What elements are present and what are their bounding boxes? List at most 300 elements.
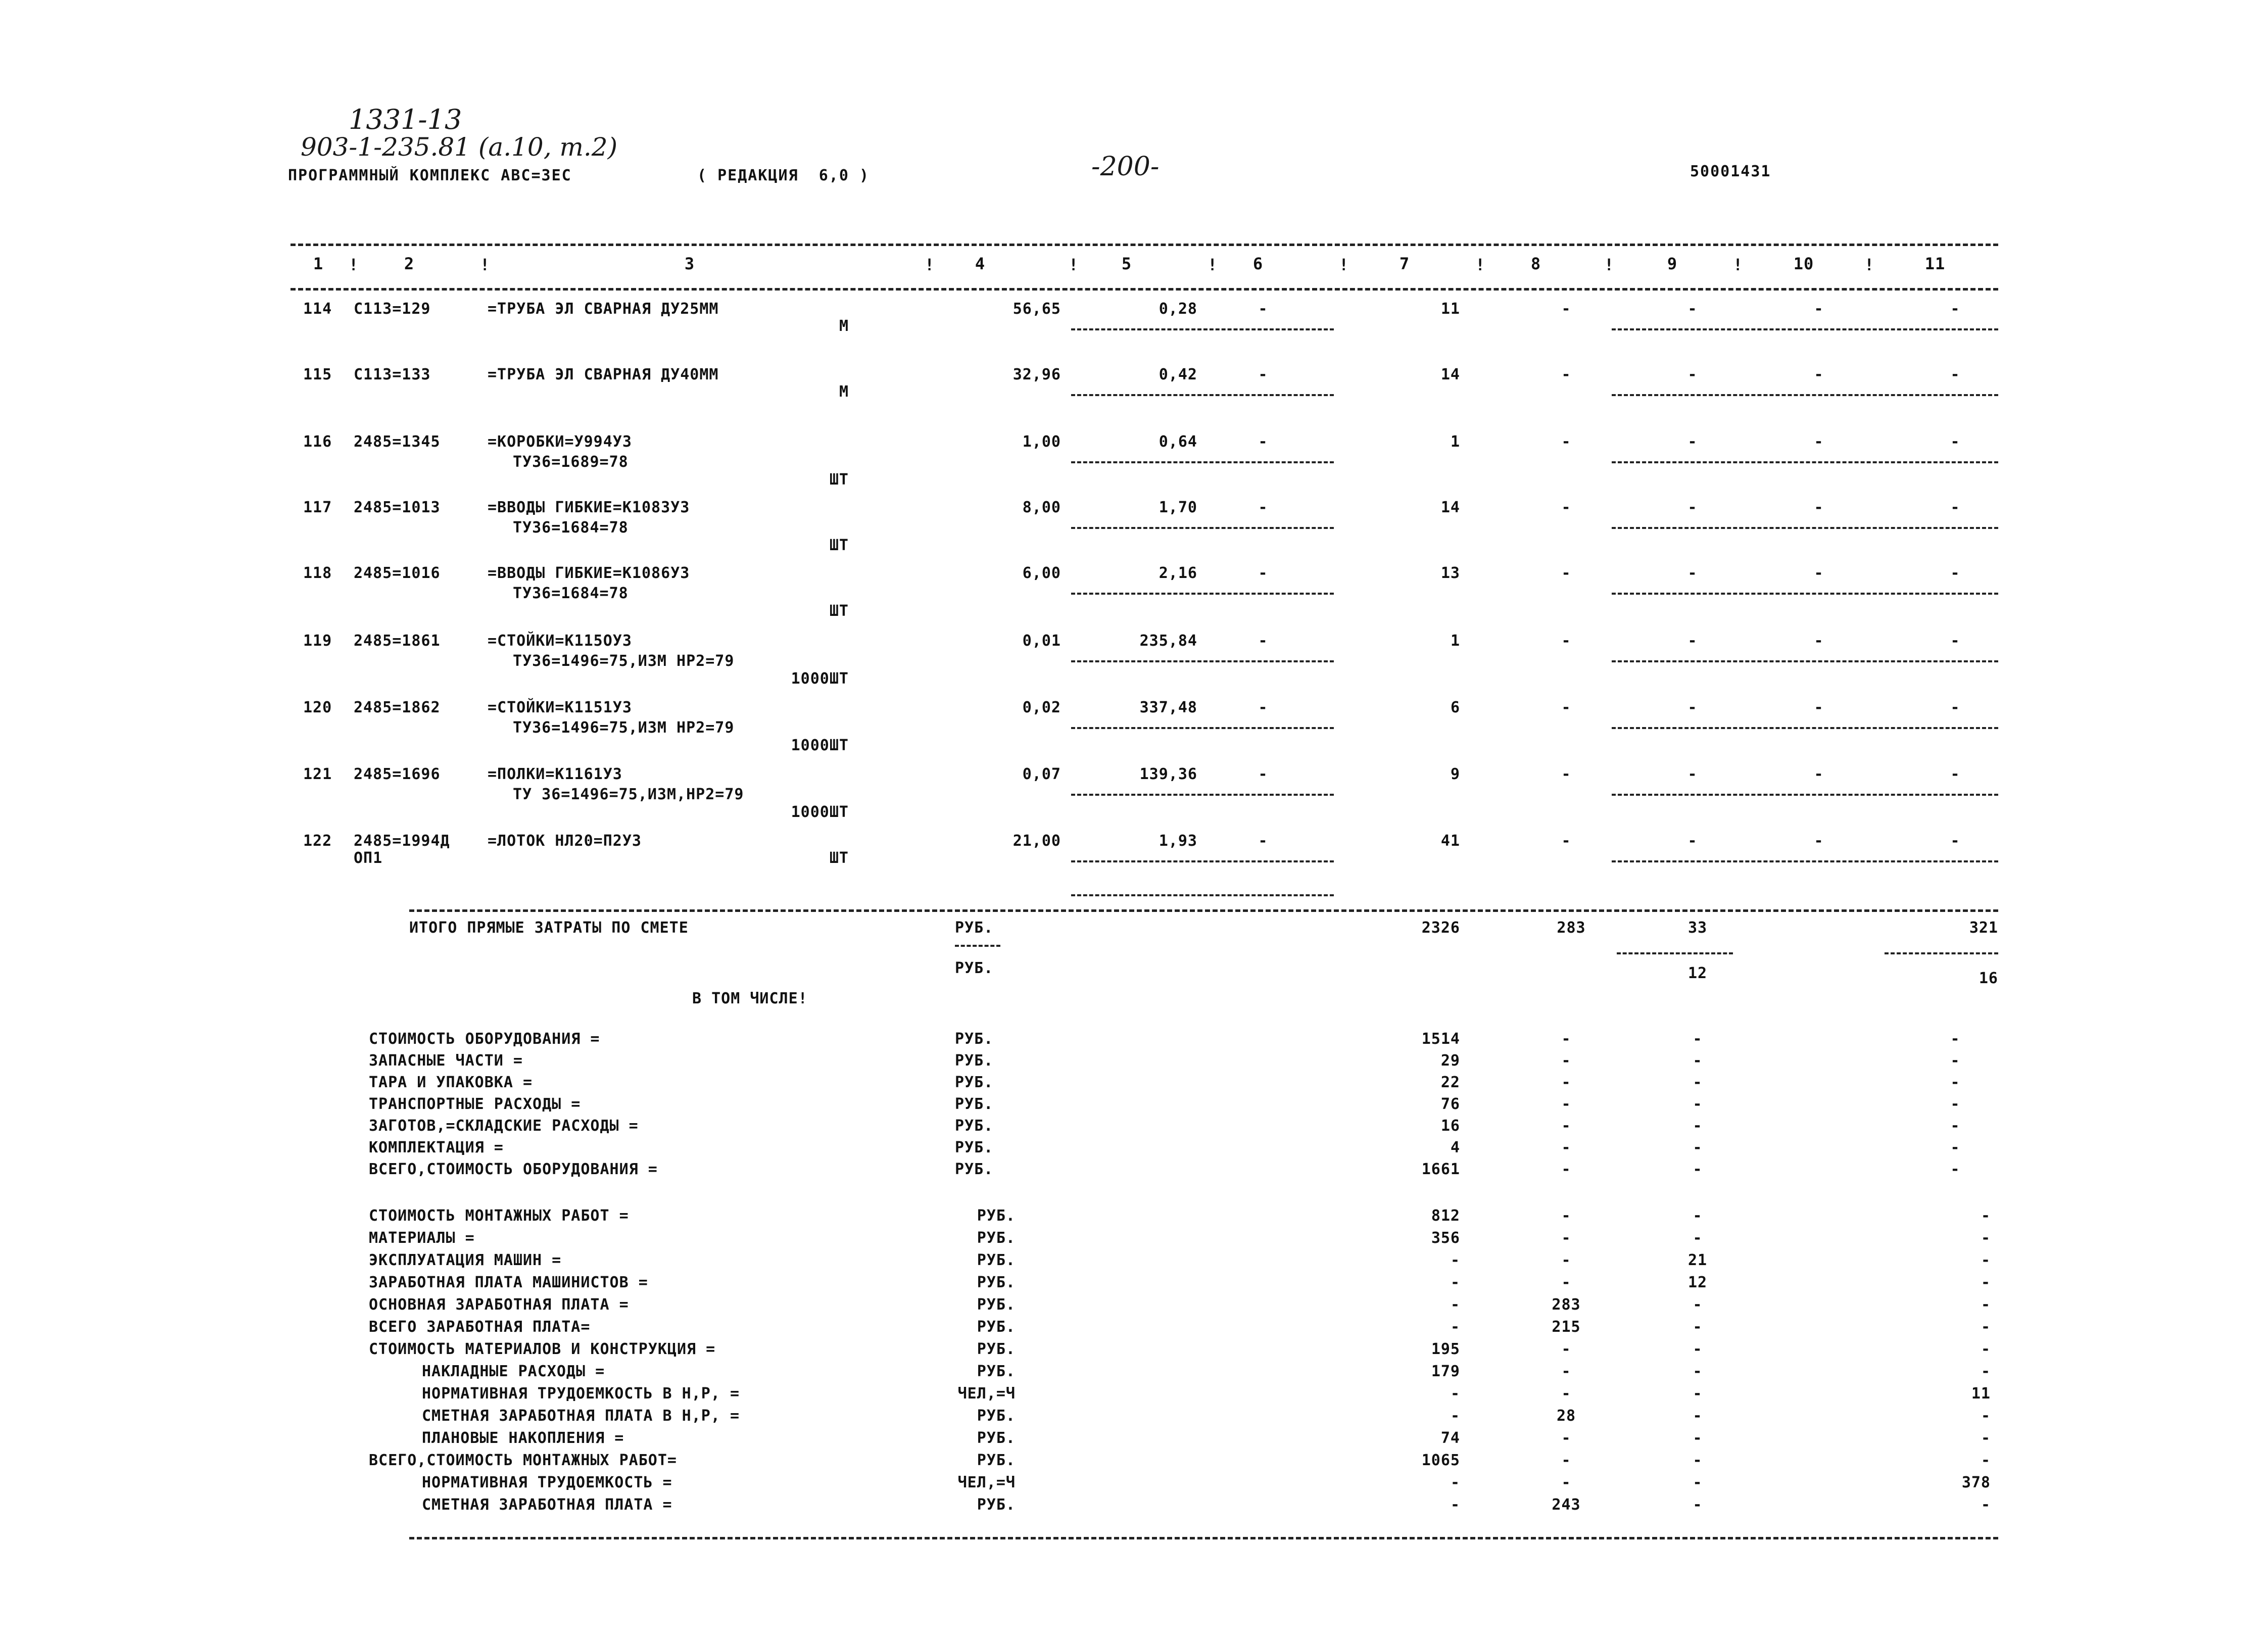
- item-col9: -: [1687, 765, 1698, 783]
- summary-col9: -: [1693, 1052, 1703, 1070]
- summary-col11: -: [1950, 1052, 1960, 1070]
- summary-col9: -: [1693, 1474, 1703, 1491]
- summary-col11: -: [1981, 1429, 1991, 1447]
- item-col10: -: [1814, 433, 1824, 451]
- summary-unit: ЧЕЛ,=Ч: [957, 1385, 1016, 1403]
- item-col9: -: [1687, 433, 1698, 451]
- summary-col7: 4: [1450, 1139, 1460, 1156]
- summary-col9: -: [1693, 1363, 1703, 1380]
- item-right-rule: [1612, 328, 1998, 330]
- item-spec: ТУ36=1496=75,ИЗМ НР2=79: [513, 719, 735, 737]
- item-col6: -: [1258, 564, 1268, 582]
- item-col9: -: [1687, 300, 1698, 318]
- item-col6: -: [1258, 499, 1268, 516]
- item-col11: -: [1950, 765, 1960, 783]
- column-separator: !: [1069, 255, 1079, 274]
- summary-unit: РУБ.: [977, 1363, 1016, 1380]
- totals-unit-rule: [955, 945, 1000, 947]
- item-col6: -: [1258, 765, 1268, 783]
- item-quantity: 8,00: [1022, 499, 1061, 516]
- item-col9: -: [1687, 699, 1698, 716]
- summary-unit: РУБ.: [977, 1296, 1016, 1314]
- item-name: =КОРОБКИ=У994У3: [488, 433, 632, 451]
- summary-label: СТОИМОСТЬ МОНТАЖНЫХ РАБОТ =: [369, 1207, 629, 1225]
- handwritten-page-number: -200-: [1091, 152, 1160, 182]
- summary-col11: -: [1950, 1074, 1960, 1091]
- summary-unit: РУБ.: [977, 1496, 1016, 1514]
- column-header-7: 7: [1399, 254, 1410, 273]
- summary-col8: 283: [1552, 1296, 1581, 1314]
- summary-col11: -: [1981, 1340, 1991, 1358]
- item-right-rule: [1612, 660, 1998, 662]
- document-code: 50001431: [1690, 163, 1771, 180]
- item-right-rule: [1612, 527, 1998, 529]
- summary-col11: -: [1950, 1139, 1960, 1156]
- item-code: 2485=1016: [354, 564, 441, 582]
- item-price-rule-last: [1071, 894, 1334, 896]
- summary-col8: -: [1561, 1251, 1571, 1269]
- summary-col9: -: [1693, 1207, 1703, 1225]
- column-header-6: 6: [1252, 254, 1264, 273]
- item-name: =ЛОТОК НЛ20=П2У3: [488, 832, 642, 850]
- column-header-9: 9: [1667, 254, 1678, 273]
- item-col10: -: [1814, 366, 1824, 383]
- column-header-1: 1: [313, 254, 324, 273]
- item-right-rule: [1612, 593, 1998, 595]
- summary-col7: 16: [1440, 1117, 1460, 1135]
- summary-col9: -: [1693, 1161, 1703, 1178]
- item-total: 6: [1450, 699, 1460, 716]
- item-col11: -: [1950, 564, 1960, 582]
- summary-col7: 195: [1431, 1340, 1460, 1358]
- summary-col7: 356: [1431, 1229, 1460, 1247]
- item-unit: ШТ: [829, 471, 849, 489]
- column-separator: !: [1864, 255, 1874, 274]
- summary-unit: РУБ.: [977, 1340, 1016, 1358]
- item-col6: -: [1258, 300, 1268, 318]
- item-name: =ТРУБА ЭЛ СВАРНАЯ ДУ25ММ: [488, 300, 719, 318]
- summary-col7: 76: [1440, 1095, 1460, 1113]
- item-unit-price: 1,70: [1159, 499, 1197, 516]
- item-name: =ВВОДЫ ГИБКИЕ=К1086У3: [488, 564, 690, 582]
- summary-unit: РУБ.: [955, 1139, 994, 1156]
- summary-col8: -: [1561, 1207, 1571, 1225]
- item-col9: -: [1687, 832, 1698, 850]
- summary-label: НАКЛАДНЫЕ РАСХОДЫ =: [422, 1363, 605, 1380]
- summary-col8: -: [1561, 1452, 1571, 1469]
- item-number: 117: [303, 499, 332, 516]
- summary-col8: 215: [1552, 1318, 1581, 1336]
- item-price-rule: [1071, 727, 1334, 729]
- summary-col8: -: [1561, 1385, 1571, 1403]
- item-col10: -: [1814, 832, 1824, 850]
- item-quantity: 0,07: [1022, 765, 1061, 783]
- item-total: 11: [1440, 300, 1460, 318]
- item-col9: -: [1687, 632, 1698, 650]
- summary-col9: -: [1693, 1452, 1703, 1469]
- summary-unit: РУБ.: [977, 1274, 1016, 1291]
- column-header-8: 8: [1530, 254, 1541, 273]
- column-separator: !: [349, 255, 359, 274]
- summary-col7: -: [1450, 1296, 1460, 1314]
- item-col6: -: [1258, 366, 1268, 383]
- item-col8: -: [1561, 300, 1571, 318]
- summary-label: СТОИМОСТЬ МАТЕРИАЛОВ И КОНСТРУКЦИЯ =: [369, 1340, 716, 1358]
- summary-label: КОМПЛЕКТАЦИЯ =: [369, 1139, 504, 1156]
- summary-unit: РУБ.: [955, 1117, 994, 1135]
- summary-col9: -: [1693, 1429, 1703, 1447]
- summary-col9: -: [1693, 1318, 1703, 1336]
- item-price-rule: [1071, 461, 1334, 463]
- item-col11: -: [1950, 699, 1960, 716]
- summary-unit: РУБ.: [977, 1251, 1016, 1269]
- item-unit-price: 0,28: [1159, 300, 1197, 318]
- summary-col9: 12: [1687, 1274, 1708, 1291]
- item-col9: -: [1687, 499, 1698, 516]
- header-bottom-rule: [291, 288, 1998, 291]
- summary-unit: РУБ.: [977, 1229, 1016, 1247]
- item-col10: -: [1814, 300, 1824, 318]
- summary-col8: 243: [1552, 1496, 1581, 1514]
- including-label: В ТОМ ЧИСЛЕ!: [692, 990, 808, 1007]
- summary-label: ВСЕГО,СТОИМОСТЬ МОНТАЖНЫХ РАБОТ=: [369, 1452, 677, 1469]
- item-col10: -: [1814, 499, 1824, 516]
- item-name: =ПОЛКИ=К1161У3: [488, 765, 622, 783]
- item-spec: ТУ36=1684=78: [513, 519, 629, 537]
- item-unit: 1000ШТ: [791, 803, 849, 821]
- summary-col11: -: [1950, 1095, 1960, 1113]
- summary-col11: -: [1950, 1161, 1960, 1178]
- item-total: 1: [1450, 632, 1460, 650]
- summary-col11: 11: [1971, 1385, 1991, 1403]
- totals-col11: 321: [1969, 919, 1998, 937]
- item-total: 13: [1440, 564, 1460, 582]
- column-header-4: 4: [975, 254, 986, 273]
- item-quantity: 1,00: [1022, 433, 1061, 451]
- summary-col7: 812: [1431, 1207, 1460, 1225]
- summary-col9: -: [1693, 1139, 1703, 1156]
- summary-col7: -: [1450, 1251, 1460, 1269]
- summary-col11: -: [1981, 1452, 1991, 1469]
- summary-col8: -: [1561, 1340, 1571, 1358]
- summary-col11: -: [1981, 1296, 1991, 1314]
- summary-unit: РУБ.: [977, 1318, 1016, 1336]
- summary-col9: -: [1693, 1340, 1703, 1358]
- totals-col8: 283: [1557, 919, 1586, 937]
- item-col10: -: [1814, 564, 1824, 582]
- totals-unit: РУБ.: [955, 919, 994, 937]
- item-number: 118: [303, 564, 332, 582]
- item-col8: -: [1561, 632, 1571, 650]
- summary-col8: -: [1561, 1139, 1571, 1156]
- summary-col11: -: [1981, 1207, 1991, 1225]
- column-separator: !: [1208, 255, 1218, 274]
- summary-col8: -: [1561, 1363, 1571, 1380]
- summary-col8: -: [1561, 1074, 1571, 1091]
- item-unit: ШТ: [829, 849, 849, 867]
- summary-label: МАТЕРИАЛЫ =: [369, 1229, 475, 1247]
- item-name: =СТОЙКИ=К115ОУ3: [488, 632, 632, 650]
- summary-col7: -: [1450, 1407, 1460, 1425]
- item-quantity: 21,00: [1012, 832, 1061, 850]
- item-name: =ТРУБА ЭЛ СВАРНАЯ ДУ40ММ: [488, 366, 719, 383]
- item-price-rule: [1071, 860, 1334, 862]
- item-code: 2485=1994Д: [354, 832, 450, 850]
- summary-label: ЗАРАБОТНАЯ ПЛАТА МАШИНИСТОВ =: [369, 1274, 648, 1291]
- item-price-rule: [1071, 794, 1334, 796]
- summary-col7: 1065: [1421, 1452, 1460, 1469]
- item-unit-price: 2,16: [1159, 564, 1197, 582]
- summary-col8: -: [1561, 1429, 1571, 1447]
- summary-col7: 1661: [1421, 1161, 1460, 1178]
- summary-col8: -: [1561, 1052, 1571, 1070]
- summary-col8: -: [1561, 1095, 1571, 1113]
- item-unit: ШТ: [829, 537, 849, 554]
- summary-col11: -: [1981, 1251, 1991, 1269]
- column-header-11: 11: [1924, 254, 1946, 273]
- summary-col9: -: [1693, 1407, 1703, 1425]
- summary-col9: -: [1693, 1074, 1703, 1091]
- table-top-rule: [291, 244, 1998, 246]
- item-unit-price: 1,93: [1159, 832, 1197, 850]
- summary-label: ЭКСПЛУАТАЦИЯ МАШИН =: [369, 1251, 562, 1269]
- item-col9: -: [1687, 366, 1698, 383]
- item-code: 2485=1345: [354, 433, 441, 451]
- summary-label: ОСНОВНАЯ ЗАРАБОТНАЯ ПЛАТА =: [369, 1296, 629, 1314]
- item-total: 14: [1440, 366, 1460, 383]
- item-code: 2485=1013: [354, 499, 441, 516]
- item-col11: -: [1950, 300, 1960, 318]
- column-separator: !: [1339, 255, 1349, 274]
- item-code: 2485=1862: [354, 699, 441, 716]
- item-unit-price: 0,64: [1159, 433, 1197, 451]
- item-col8: -: [1561, 832, 1571, 850]
- summary-label: СМЕТНАЯ ЗАРАБОТНАЯ ПЛАТА В Н,Р, =: [422, 1407, 740, 1425]
- item-total: 1: [1450, 433, 1460, 451]
- item-name: =ВВОДЫ ГИБКИЕ=К1083У3: [488, 499, 690, 516]
- summary-col8: -: [1561, 1274, 1571, 1291]
- item-total: 9: [1450, 765, 1460, 783]
- totals-col11-b: 16: [1979, 970, 1998, 987]
- summary-label: ТАРА И УПАКОВКА =: [369, 1074, 533, 1091]
- summary-col11: -: [1981, 1229, 1991, 1247]
- column-separator: !: [1733, 255, 1743, 274]
- column-header-2: 2: [404, 254, 415, 273]
- summary-label: НОРМАТИВНАЯ ТРУДОЕМКОСТЬ В Н,Р, =: [422, 1385, 740, 1403]
- summary-col8: -: [1561, 1030, 1571, 1048]
- item-total: 14: [1440, 499, 1460, 516]
- summary-unit: РУБ.: [955, 1095, 994, 1113]
- summary-col9: -: [1693, 1117, 1703, 1135]
- item-spec: ТУ 36=1496=75,ИЗМ,НР2=79: [513, 786, 744, 803]
- summary-col11: -: [1981, 1496, 1991, 1514]
- item-col8: -: [1561, 433, 1571, 451]
- column-separator: !: [1475, 255, 1485, 274]
- item-col8: -: [1561, 564, 1571, 582]
- summary-label: ТРАНСПОРТНЫЕ РАСХОДЫ =: [369, 1095, 581, 1113]
- item-col11: -: [1950, 366, 1960, 383]
- summary-col8: -: [1561, 1229, 1571, 1247]
- item-col8: -: [1561, 499, 1571, 516]
- summary-col9: -: [1693, 1385, 1703, 1403]
- item-number: 119: [303, 632, 332, 650]
- item-col6: -: [1258, 632, 1268, 650]
- item-unit: 1000ШТ: [791, 737, 849, 754]
- summary-col9: -: [1693, 1296, 1703, 1314]
- column-separator: !: [480, 255, 490, 274]
- item-col8: -: [1561, 366, 1571, 383]
- item-code: С113=133: [354, 366, 431, 383]
- item-unit: М: [839, 317, 849, 335]
- table-bottom-rule: [409, 1537, 1998, 1539]
- item-code: 2485=1696: [354, 765, 441, 783]
- item-col8: -: [1561, 699, 1571, 716]
- item-col10: -: [1814, 765, 1824, 783]
- summary-unit: РУБ.: [955, 1074, 994, 1091]
- summary-unit: РУБ.: [955, 1030, 994, 1048]
- summary-unit: РУБ.: [977, 1452, 1016, 1469]
- item-price-rule: [1071, 593, 1334, 595]
- summary-label: ВСЕГО,СТОИМОСТЬ ОБОРУДОВАНИЯ =: [369, 1161, 658, 1178]
- totals-col7: 2326: [1421, 919, 1460, 937]
- summary-col11: -: [1981, 1363, 1991, 1380]
- column-header-5: 5: [1121, 254, 1132, 273]
- program-name: ПРОГРАММНЫЙ КОМПЛЕКС АВС=3ЕС: [288, 167, 572, 184]
- summary-unit: РУБ.: [977, 1207, 1016, 1225]
- item-number: 122: [303, 832, 332, 850]
- item-number: 121: [303, 765, 332, 783]
- item-number: 115: [303, 366, 332, 383]
- item-code-suffix: ОП1: [354, 849, 383, 867]
- item-spec: ТУ36=1496=75,ИЗМ НР2=79: [513, 652, 735, 670]
- summary-unit: ЧЕЛ,=Ч: [957, 1474, 1016, 1491]
- item-col9: -: [1687, 564, 1698, 582]
- summary-col11: -: [1950, 1030, 1960, 1048]
- edition-label: ( РЕДАКЦИЯ 6,0 ): [697, 167, 870, 184]
- item-col8: -: [1561, 765, 1571, 783]
- summary-label: ПЛАНОВЫЕ НАКОПЛЕНИЯ =: [422, 1429, 624, 1447]
- summary-label: НОРМАТИВНАЯ ТРУДОЕМКОСТЬ =: [422, 1474, 672, 1491]
- item-quantity: 56,65: [1012, 300, 1061, 318]
- item-quantity: 0,01: [1022, 632, 1061, 650]
- summary-label: ЗАПАСНЫЕ ЧАСТИ =: [369, 1052, 523, 1070]
- totals-col9-rule: [1617, 952, 1733, 954]
- item-price-rule: [1071, 527, 1334, 529]
- summary-label: СМЕТНАЯ ЗАРАБОТНАЯ ПЛАТА =: [422, 1496, 672, 1514]
- item-number: 116: [303, 433, 332, 451]
- item-right-rule: [1612, 794, 1998, 796]
- summary-col7: 179: [1431, 1363, 1460, 1380]
- totals-top-rule: [409, 909, 1998, 912]
- item-quantity: 0,02: [1022, 699, 1061, 716]
- item-number: 114: [303, 300, 332, 318]
- summary-col11: -: [1981, 1274, 1991, 1291]
- summary-unit: РУБ.: [955, 1052, 994, 1070]
- summary-col8: -: [1561, 1161, 1571, 1178]
- item-unit-price: 139,36: [1139, 765, 1197, 783]
- item-unit-price: 235,84: [1139, 632, 1197, 650]
- summary-col9: -: [1693, 1030, 1703, 1048]
- summary-col7: -: [1450, 1496, 1460, 1514]
- item-col11: -: [1950, 499, 1960, 516]
- item-quantity: 32,96: [1012, 366, 1061, 383]
- summary-col11: 378: [1961, 1474, 1991, 1491]
- item-total: 41: [1440, 832, 1460, 850]
- item-col11: -: [1950, 632, 1960, 650]
- item-quantity: 6,00: [1022, 564, 1061, 582]
- handwritten-code-line2: 903-1-235.81 (а.10, т.2): [301, 132, 618, 162]
- column-header-3: 3: [684, 254, 695, 273]
- item-code: С113=129: [354, 300, 431, 318]
- summary-unit: РУБ.: [977, 1407, 1016, 1425]
- item-col10: -: [1814, 632, 1824, 650]
- summary-col7: -: [1450, 1385, 1460, 1403]
- item-right-rule: [1612, 727, 1998, 729]
- summary-label: СТОИМОСТЬ ОБОРУДОВАНИЯ =: [369, 1030, 600, 1048]
- summary-col8: 28: [1556, 1407, 1576, 1425]
- summary-unit: РУБ.: [955, 1161, 994, 1178]
- item-price-rule: [1071, 394, 1334, 396]
- handwritten-code-line1: 1331-13: [349, 104, 462, 135]
- summary-col7: 22: [1440, 1074, 1460, 1091]
- totals-unit-2: РУБ.: [955, 959, 994, 977]
- summary-col8: -: [1561, 1474, 1571, 1491]
- summary-col11: -: [1981, 1407, 1991, 1425]
- item-right-rule: [1612, 461, 1998, 463]
- column-separator: !: [925, 255, 935, 274]
- item-col6: -: [1258, 699, 1268, 716]
- summary-col7: -: [1450, 1318, 1460, 1336]
- item-unit-price: 337,48: [1139, 699, 1197, 716]
- item-spec: ТУ36=1684=78: [513, 585, 629, 602]
- summary-col7: 1514: [1421, 1030, 1460, 1048]
- item-unit-price: 0,42: [1159, 366, 1197, 383]
- summary-unit: РУБ.: [977, 1429, 1016, 1447]
- column-header-10: 10: [1793, 254, 1814, 273]
- totals-col9: 33: [1687, 919, 1708, 937]
- item-col6: -: [1258, 433, 1268, 451]
- item-col10: -: [1814, 699, 1824, 716]
- item-col11: -: [1950, 832, 1960, 850]
- summary-col9: -: [1693, 1496, 1703, 1514]
- summary-col9: -: [1693, 1229, 1703, 1247]
- item-unit: М: [839, 383, 849, 401]
- item-unit: ШТ: [829, 602, 849, 620]
- item-price-rule: [1071, 328, 1334, 330]
- summary-col7: -: [1450, 1274, 1460, 1291]
- summary-label: ВСЕГО ЗАРАБОТНАЯ ПЛАТА=: [369, 1318, 591, 1336]
- totals-label: ИТОГО ПРЯМЫЕ ЗАТРАТЫ ПО СМЕТЕ: [409, 919, 689, 937]
- item-col6: -: [1258, 832, 1268, 850]
- summary-col7: 74: [1440, 1429, 1460, 1447]
- summary-col7: 29: [1440, 1052, 1460, 1070]
- item-price-rule: [1071, 660, 1334, 662]
- item-right-rule: [1612, 394, 1998, 396]
- totals-col11-rule: [1885, 952, 1998, 954]
- column-separator: !: [1604, 255, 1614, 274]
- item-spec: ТУ36=1689=78: [513, 453, 629, 471]
- item-col11: -: [1950, 433, 1960, 451]
- item-right-rule: [1612, 860, 1998, 862]
- summary-col8: -: [1561, 1117, 1571, 1135]
- summary-col9: -: [1693, 1095, 1703, 1113]
- item-code: 2485=1861: [354, 632, 441, 650]
- totals-col9-b: 12: [1687, 964, 1708, 982]
- summary-col11: -: [1950, 1117, 1960, 1135]
- item-name: =СТОЙКИ=К1151У3: [488, 699, 632, 716]
- summary-col11: -: [1981, 1318, 1991, 1336]
- item-number: 120: [303, 699, 332, 716]
